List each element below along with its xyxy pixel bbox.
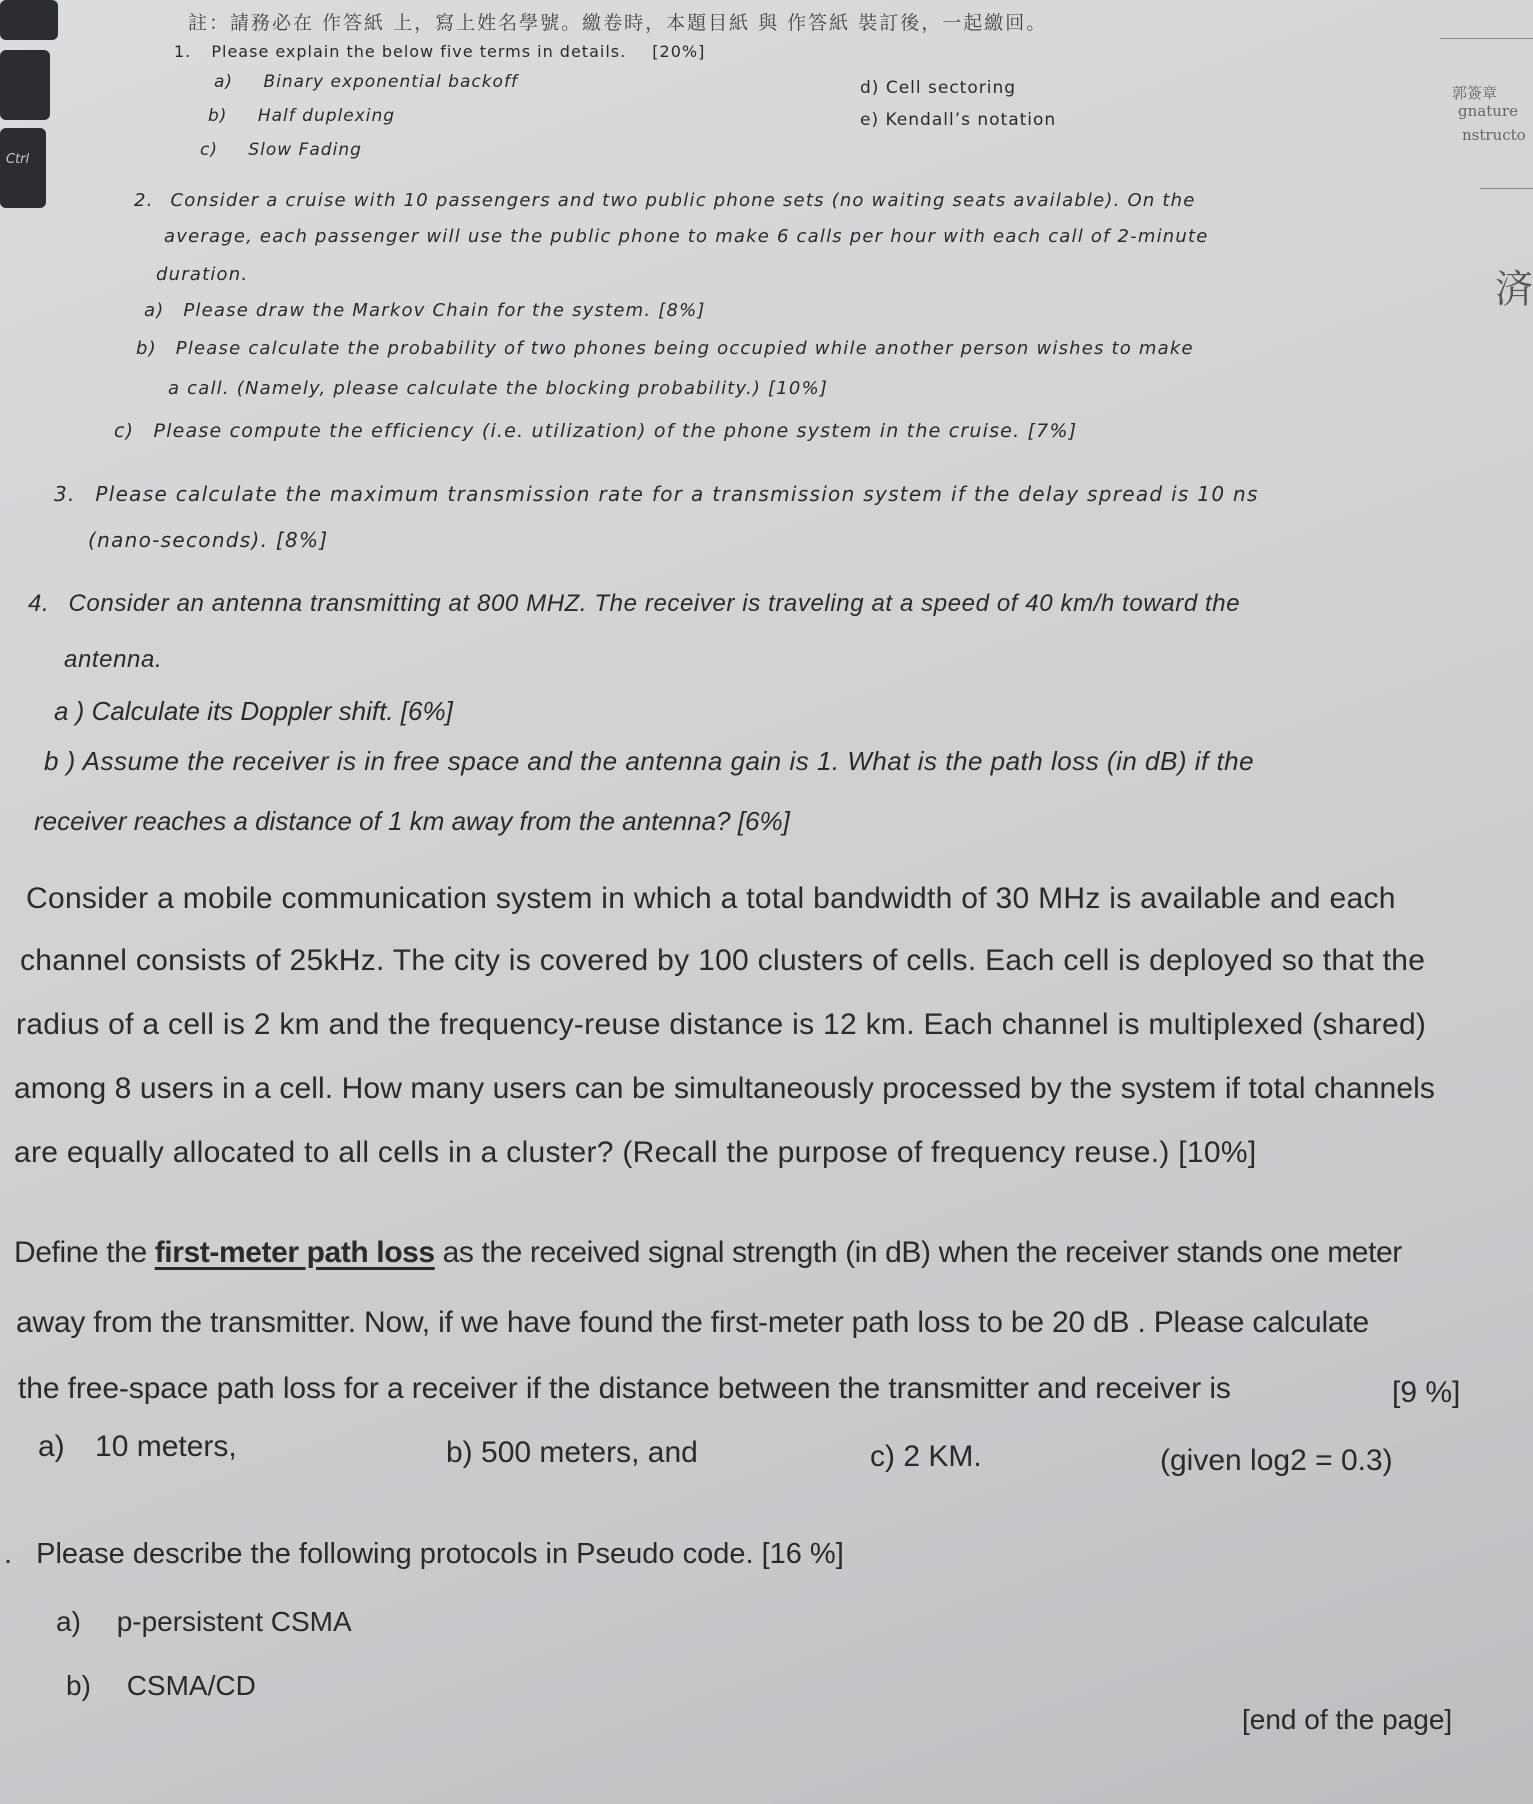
q6-line-1 xyxy=(14,1236,1402,1270)
q6-line-2: away from the transmitter. Now, if we have found the first-meter path loss to be 20 dB . Please calculate xyxy=(16,1306,1370,1339)
signature-line xyxy=(1480,188,1533,189)
q7-a-label: a) xyxy=(56,1606,81,1637)
q1-item-b xyxy=(208,106,395,126)
q2-line-1 xyxy=(134,190,1196,211)
q7-b-label: b) xyxy=(66,1670,91,1701)
side-label-1: 郭簽章 xyxy=(1452,84,1498,102)
q5-line-2: channel consists of 25kHz. The city is covered by 100 clusters of cells. Each cell is deployed so that the xyxy=(20,944,1426,977)
q5-line-4: among 8 users in a cell. How many users can be simultaneously processed by the system if total channels xyxy=(14,1072,1435,1105)
q1-text: Please explain the below five terms in details. xyxy=(211,42,627,61)
q2-a-text: Please draw the Markov Chain for the system. [8%] xyxy=(183,300,706,321)
q1-item-b-label: b) xyxy=(208,106,228,126)
q7-text: Please describe the following protocols in Pseudo code. [16 %] xyxy=(36,1538,844,1570)
q1-points: [20%] xyxy=(652,42,706,61)
q1-item-e-label: e) xyxy=(860,110,880,130)
q1-item-c xyxy=(200,140,362,160)
q2-number: 2. xyxy=(134,190,154,211)
q6-text-post: as the received signal strength (in dB) when the receiver stands one meter xyxy=(434,1236,1402,1269)
q2-c-label: c) xyxy=(114,420,135,442)
q1-item-d-text: Cell sectoring xyxy=(885,78,1017,98)
q1-item-b-text: Half duplexing xyxy=(257,106,396,126)
signature-line xyxy=(1440,38,1533,39)
q7-number: . xyxy=(4,1538,13,1570)
q6-c: c) 2 KM. xyxy=(870,1440,982,1473)
q2-c-text: Please compute the efficiency (i.e. utilization) of the phone system in the cruise. [7%] xyxy=(153,420,1078,442)
q6-points: [9 %] xyxy=(1392,1376,1461,1409)
q1-item-a-label: a) xyxy=(214,72,234,92)
q4-line-1 xyxy=(28,590,1240,618)
q1-item-d-label: d) xyxy=(860,78,880,98)
q2-b-label: b) xyxy=(136,338,157,359)
q2-a-label: a) xyxy=(144,300,165,321)
q1-item-e-text: Kendall’s notation xyxy=(885,110,1057,130)
q3-line-2: (nano-seconds). [8%] xyxy=(88,528,329,552)
q6-a-label: a) xyxy=(38,1430,65,1463)
q4-line-2: antenna. xyxy=(64,646,163,673)
q1-item-d xyxy=(860,78,1016,98)
q2-c xyxy=(114,420,1077,442)
q4-a: a ) Calculate its Doppler shift. [6%] xyxy=(54,696,453,726)
q2-b-line-1 xyxy=(136,338,1194,359)
q4-number: 4. xyxy=(28,590,50,617)
q1-item-c-label: c) xyxy=(200,140,218,160)
q2-b-text-1: Please calculate the probability of two phones being occupied while another person wishes to make xyxy=(175,338,1194,359)
q4-b-line-1: b ) Assume the receiver is in free space and the antenna gain is 1. What is the path loss (in dB) if the xyxy=(44,746,1255,776)
q7-b-text: CSMA/CD xyxy=(126,1670,256,1701)
q3-number: 3. xyxy=(54,482,76,506)
side-label-2: gnature xyxy=(1458,102,1518,120)
q6-a xyxy=(38,1430,237,1464)
q1-item-c-text: Slow Fading xyxy=(248,140,362,160)
side-label-3: nstructo xyxy=(1462,126,1526,144)
q2-line-3: duration. xyxy=(156,264,249,285)
q7-a-text: p-persistent CSMA xyxy=(116,1606,352,1637)
q7-line xyxy=(4,1538,844,1571)
q1-item-a xyxy=(214,72,518,92)
q2-a xyxy=(144,300,706,321)
q7-b xyxy=(66,1670,256,1702)
q3-line-1 xyxy=(54,482,1259,506)
q6-a-text: 10 meters, xyxy=(95,1430,237,1463)
q3-text-1: Please calculate the maximum transmission rate for a transmission system if the delay spread is 10 ns xyxy=(95,482,1259,506)
q1-item-a-text: Binary exponential backoff xyxy=(263,72,518,92)
q5-line-5: are equally allocated to all cells in a cluster? (Recall the purpose of frequency reuse.) [10%] xyxy=(14,1136,1257,1169)
side-char: 済 xyxy=(1495,267,1533,311)
header-note: 註：請務必在 作答紙 上，寫上姓名學號。繳卷時，本題目紙 與 作答紙 裝訂後，一起繳回。 xyxy=(188,12,1048,34)
q6-given: (given log2 = 0.3) xyxy=(1160,1444,1393,1477)
q6-defined-term: first-meter path loss xyxy=(154,1236,435,1269)
q1-number: 1. xyxy=(174,42,192,61)
q1-line xyxy=(174,42,705,61)
q7-a xyxy=(56,1606,352,1638)
q5-line-3: radius of a cell is 2 km and the frequency-reuse distance is 12 km. Each channel is multiplexed (shared) xyxy=(16,1008,1427,1041)
q6-line-3: the free-space path loss for a receiver if the distance between the transmitter and receiver is xyxy=(18,1372,1231,1405)
q2-text-1: Consider a cruise with 10 passengers and two public phone sets (no waiting seats available). On the xyxy=(170,190,1196,211)
q4-text-1: Consider an antenna transmitting at 800 MHZ. The receiver is traveling at a speed of 40 km/h toward the xyxy=(68,590,1241,617)
q1-item-e xyxy=(860,110,1056,130)
q2-b-line-2: a call. (Namely, please calculate the blocking probability.) [10%] xyxy=(168,378,829,399)
q2-line-2: average, each passenger will use the public phone to make 6 calls per hour with each call of 2-minute xyxy=(164,226,1209,247)
q6-b: b) 500 meters, and xyxy=(446,1436,698,1469)
q5-line-1: Consider a mobile communication system in which a total bandwidth of 30 MHz is available and each xyxy=(26,882,1396,915)
q6-text-pre: Define the xyxy=(14,1236,155,1269)
ctrl-key-label: Ctrl xyxy=(6,152,30,167)
end-of-page-note: [end of the page] xyxy=(1242,1704,1453,1735)
q4-b-line-2: receiver reaches a distance of 1 km away from the antenna? [6%] xyxy=(34,806,790,836)
